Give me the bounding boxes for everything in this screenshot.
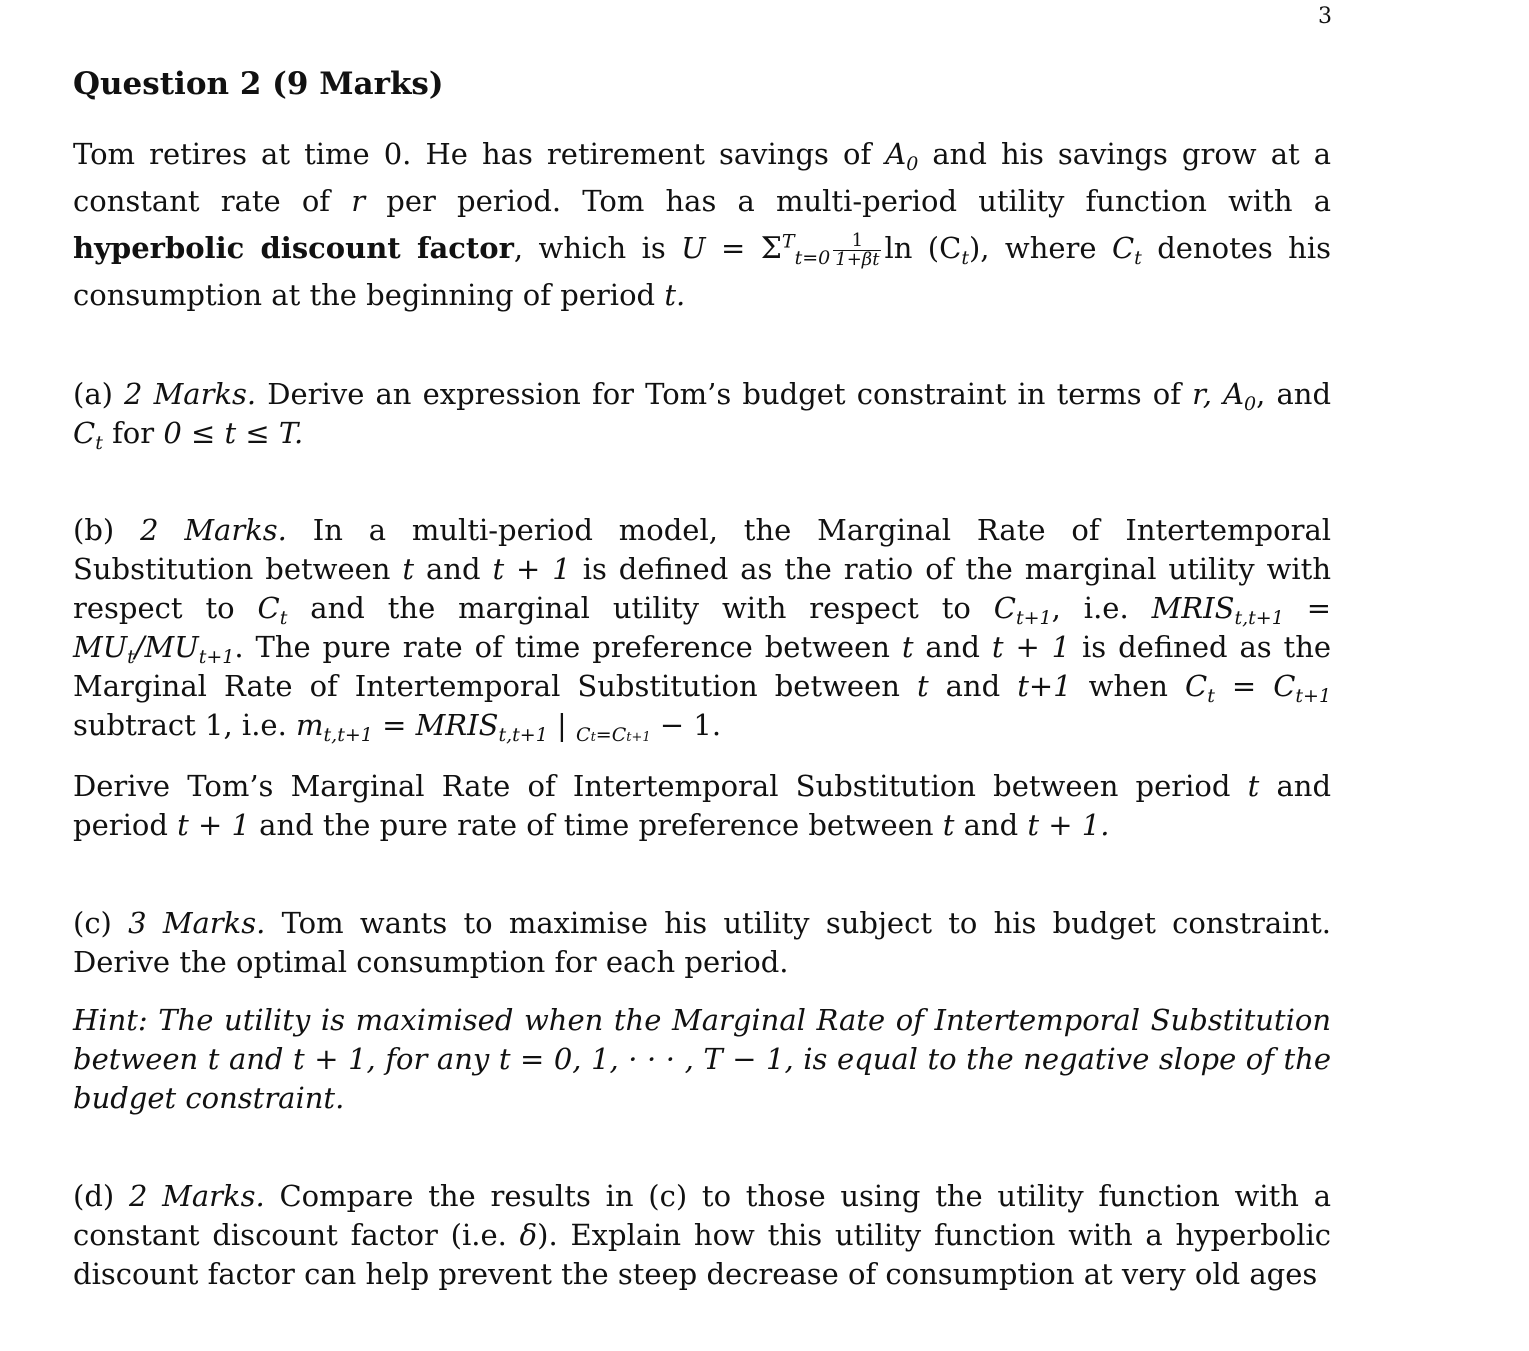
part-d-text: Compare the results in (c) to those using the utility function with a constant discount factor (i.e.	[73, 1179, 1331, 1252]
part-b-text: and	[426, 552, 481, 586]
part-label: (c)	[73, 906, 112, 940]
part-b-text: subtract 1, i.e.	[73, 708, 287, 742]
part-marks: 2 Marks.	[128, 1179, 265, 1213]
math-a0: $A_0$	[885, 137, 919, 175]
part-b-text: and	[925, 630, 980, 664]
math-t: t	[901, 630, 914, 664]
part-label: (d)	[73, 1179, 115, 1213]
intro-text: where	[1004, 231, 1097, 265]
math-t: t	[207, 1042, 220, 1076]
intro-text: denotes his consumption at the beginning of period	[73, 231, 1331, 312]
math-r: r,	[1192, 377, 1212, 411]
part-b-text: and period	[73, 769, 1332, 842]
math-t-plus-1: t + 1,	[293, 1042, 376, 1076]
math-r: r	[351, 184, 366, 218]
math-a0: $A_0$	[1223, 377, 1257, 415]
math-t: t	[498, 1042, 511, 1076]
part-b-text: . The pure rate of time preference between	[234, 630, 890, 664]
part-b-text: and	[963, 808, 1019, 842]
math-ct: $C_t$	[1111, 231, 1142, 269]
math-t: t	[1247, 769, 1260, 803]
part-b-text: and the marginal utility with respect to	[310, 591, 971, 625]
math-ct1: $C_{t+1}$	[993, 591, 1052, 629]
math-range: 0 ≤ t ≤ T.	[163, 416, 304, 450]
part-marks: 2 Marks.	[124, 377, 257, 411]
part-b-text: and	[945, 669, 1001, 703]
math-t: t.	[664, 278, 686, 312]
equal-consumption: $C_t = C_{t+1}$	[1185, 669, 1332, 707]
part-c	[73, 904, 1331, 982]
part-b-question	[73, 767, 1331, 845]
part-b-text: Derive Tom’s Marginal Rate of Intertemporal Substitution between period	[73, 769, 1231, 803]
discount-fraction: $\frac{1}{1+\beta t}$	[835, 229, 880, 270]
math-t: t	[916, 669, 929, 703]
question-title: Question 2 (9 Marks)	[73, 66, 444, 102]
part-label: (a)	[73, 377, 113, 411]
intro-paragraph	[73, 131, 1331, 319]
math-t-plus-1: t+1	[1017, 669, 1072, 703]
part-d	[73, 1177, 1331, 1294]
intro-text: per period. Tom has a multi-period utility function with a	[386, 184, 1331, 218]
part-b-text: , i.e.	[1051, 591, 1129, 625]
math-t-plus-1: t + 1.	[1027, 808, 1110, 842]
part-b-text: In a multi-period model, the Marginal Rate of Intertemporal Substitution between	[73, 513, 1332, 586]
pure-rate-formula: $m_{t,t+1}$ = $MRIS_{t,t+1}$ | $_{Ct=Ct+1}$ − 1.	[296, 708, 722, 746]
hint-text: for any	[385, 1042, 490, 1076]
math-delta: δ	[519, 1218, 538, 1252]
hint-range: = 0, 1, · · · , T − 1,	[510, 1042, 794, 1076]
part-a-text: for	[112, 416, 155, 450]
part-label: (b)	[73, 513, 115, 547]
part-b	[73, 511, 1331, 745]
part-d-text: ). Explain how this utility function with a hyperbolic discount factor can help prevent the steep decrease of consumption at very old ages	[73, 1218, 1332, 1291]
part-c-text: Tom wants to maximise his utility subject to his budget constraint. Derive the optimal consumption for each period.	[73, 906, 1331, 979]
part-marks: 2 Marks.	[140, 513, 287, 547]
math-t-plus-1: t + 1	[492, 552, 571, 586]
part-a	[73, 375, 1331, 453]
page-number: 3	[1318, 4, 1332, 29]
part-b-text: and the pure rate of time preference between	[259, 808, 934, 842]
hint-text: Hint: The utility is maximised when the Marginal Rate of Intertemporal Substitution between	[73, 1003, 1331, 1076]
utility-formula: $U = \Sigma^T_{t=0}$ $\frac{1}{1+\beta t}$ $\ln (C_t)$,	[681, 229, 990, 270]
math-t-plus-1: t + 1	[177, 808, 250, 842]
part-b-text: when	[1088, 669, 1168, 703]
math-ct: $C_t$	[73, 416, 103, 454]
math-t: t	[402, 552, 415, 586]
hint-text: and	[228, 1042, 284, 1076]
math-t-plus-1: t + 1	[991, 630, 1071, 664]
math-t: t	[942, 808, 955, 842]
part-marks: 3 Marks.	[128, 906, 266, 940]
bold-term: hyperbolic discount factor	[73, 231, 514, 265]
hint-text: is equal to the negative slope of the budget constraint.	[73, 1042, 1332, 1115]
math-ct: $C_t$	[257, 591, 288, 629]
mris-formula: $MRIS_{t,t+1} = MU_t/MU_{t+1}$	[73, 591, 1332, 668]
intro-text: , which is	[513, 231, 666, 265]
part-b-text: is defined as the Marginal Rate of Intertemporal Substitution between	[73, 630, 1332, 703]
part-c-hint	[73, 1001, 1331, 1118]
part-b-text: is defined as the ratio of the marginal utility with respect to	[73, 552, 1331, 625]
intro-text: Tom retires at time 0. He has retirement savings of	[73, 137, 872, 171]
part-a-text: , and	[1256, 377, 1332, 411]
intro-text: and his savings grow at a constant rate of	[73, 137, 1332, 218]
part-a-text: Derive an expression for Tom’s budget constraint in terms of	[267, 377, 1181, 411]
